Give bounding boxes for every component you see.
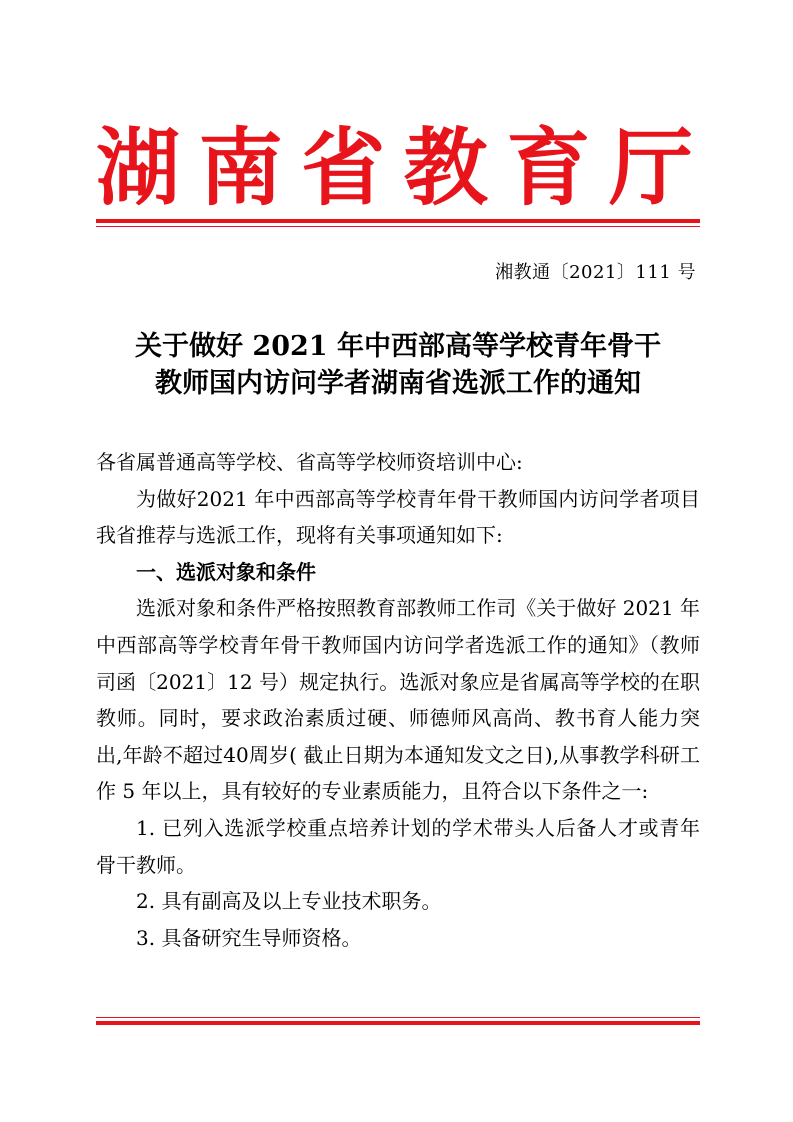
masthead-char: 育 — [506, 118, 591, 217]
section-1-paragraph: 选派对象和条件严格按照教育部教师工作司《关于做好 2021 年中西部高等学校青年骨干教师国内访问学者选派工作的通知》（教师司函〔2021〕12 号）规定执行。选派对象应是省属高等学校的在职教师。同时，要求政治素质过硬、师德师风高尚、教书育人能力突出,年龄不超过40周岁( 截止日期为本通知发文之日),从事教学科研工作 5 年以上，具有较好的专业素质能力，且符合以下条件之一: — [96, 596, 700, 804]
masthead-char: 省 — [301, 118, 386, 217]
header-rule-thin — [96, 226, 700, 227]
header-rule-thick — [96, 219, 700, 223]
footer-rule-thick — [96, 1021, 700, 1025]
footer-rule-thin — [96, 1017, 700, 1018]
masthead-char: 厅 — [608, 118, 693, 217]
condition-item: 2. 具有副高及以上专业技术职务。 — [136, 889, 442, 914]
title-line-1: 关于做好 2021 年中西部高等学校青年骨干 — [135, 331, 661, 362]
masthead-char: 教 — [403, 118, 488, 217]
intro-paragraph: 为做好2021 年中西部高等学校青年骨干教师国内访问学者项目我省推荐与选派工作，现将有关事项通知如下: — [96, 486, 700, 548]
title-line-2: 教师国内访问学者湖南省选派工作的通知 — [155, 368, 641, 399]
notice-title — [96, 328, 700, 402]
masthead-title — [0, 118, 793, 218]
masthead-char: 南 — [198, 118, 283, 217]
salutation: 各省属普通高等学校、省高等学校师资培训中心: — [96, 450, 523, 474]
condition-item: 1. 已列入选派学校重点培养计划的学术带头人后备人才或青年骨干教师。 — [96, 815, 700, 877]
masthead-char: 湖 — [96, 118, 181, 217]
document-number: 湘教通〔2021〕111 号 — [495, 262, 696, 283]
notice-body — [96, 444, 700, 956]
condition-item: 3. 具备研究生导师资格。 — [136, 925, 362, 950]
section-1-heading: 一、选派对象和条件 — [136, 559, 316, 584]
